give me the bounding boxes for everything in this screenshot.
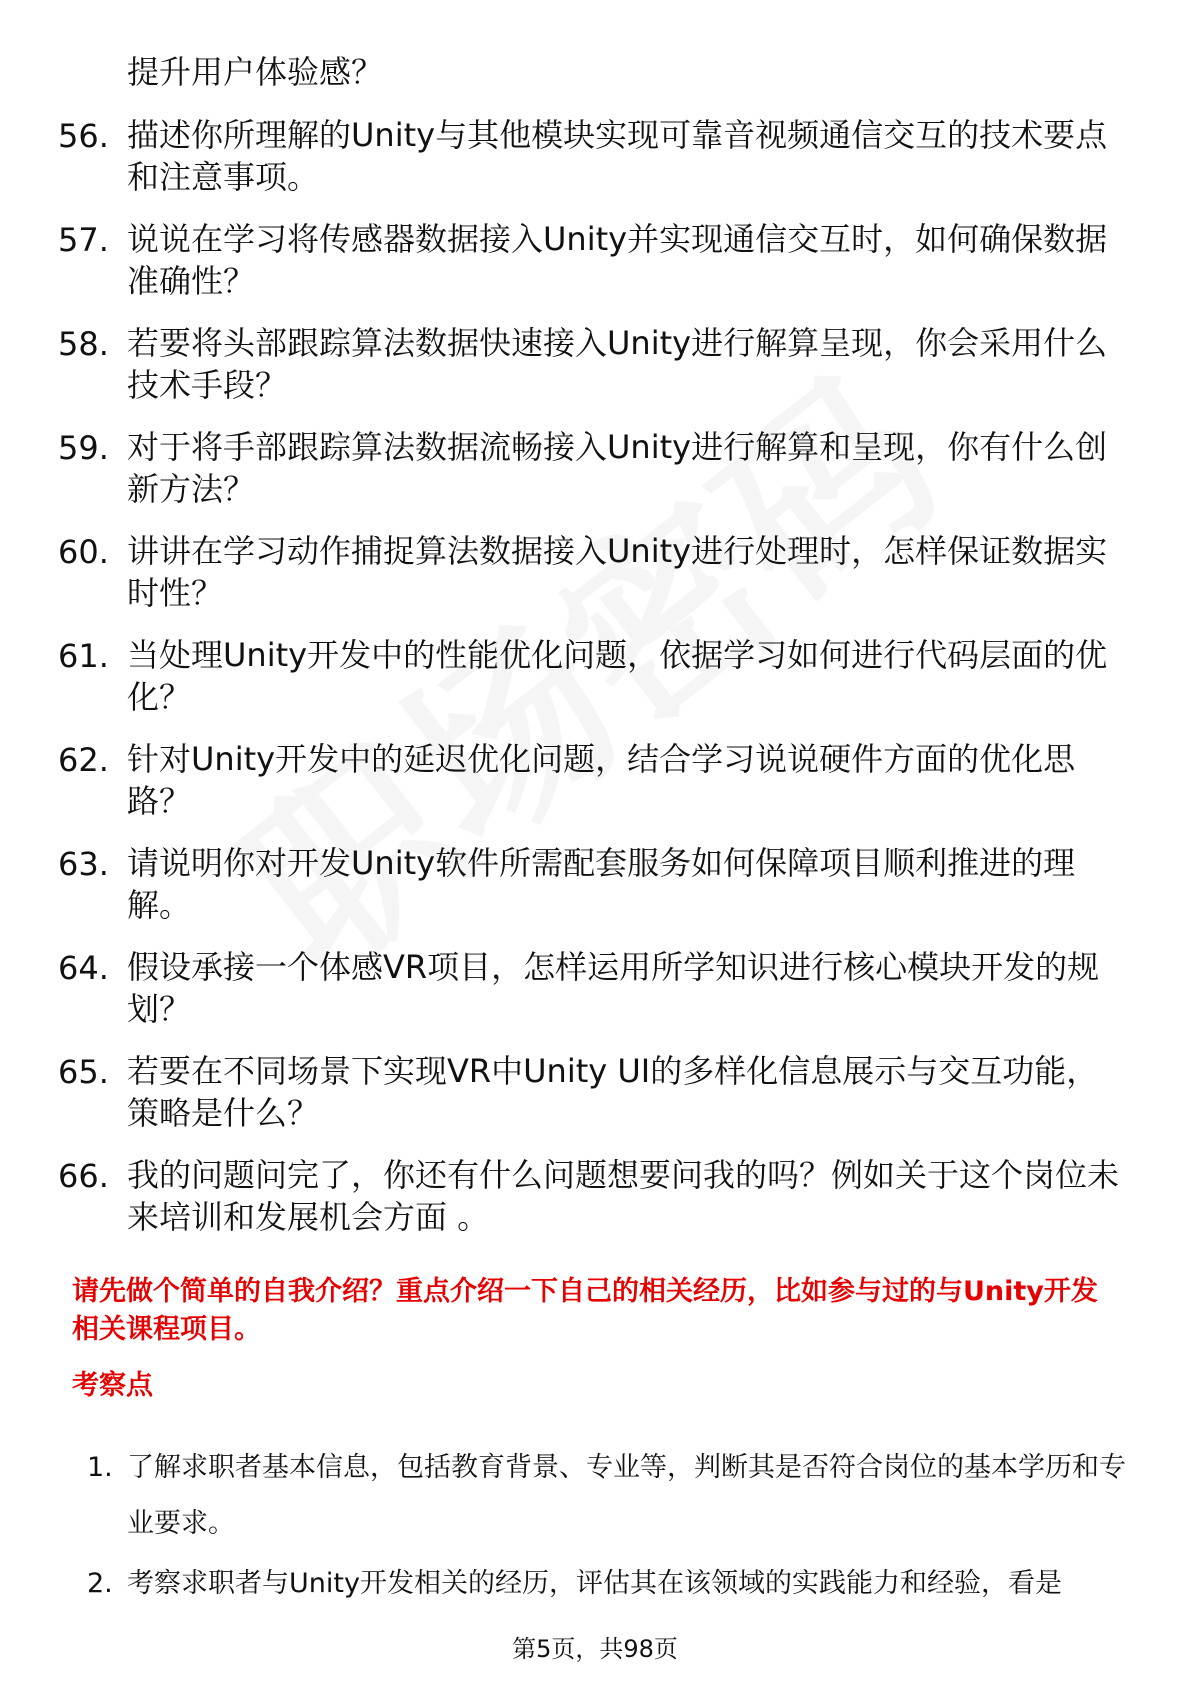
question-text: 说说在学习将传感器数据接入Unity并实现通信交互时，如何确保数据准确性？ xyxy=(127,220,1108,300)
question-text: 若要在不同场景下实现VR中Unity UI的多样化信息展示与交互功能，策略是什么？ xyxy=(127,1052,1099,1132)
question-item xyxy=(0,738,1190,842)
highlighted-question: 请先做个简单的自我介绍？重点介绍一下自己的相关经历，比如参与过的与Unity开发相关课程项目。 xyxy=(72,1276,1098,1345)
point-number: 1. xyxy=(87,1452,113,1483)
point-text: 了解求职者基本信息，包括教育背景、专业等，判断其是否符合岗位的基本学历和专业要求。 xyxy=(127,1452,1126,1539)
question-text: 对于将手部跟踪算法数据流畅接入Unity进行解算和呈现，你有什么创新方法？ xyxy=(127,428,1108,508)
question-number: 58. xyxy=(58,325,109,363)
question-item xyxy=(0,842,1190,946)
assessment-point xyxy=(0,1440,1190,1556)
question-item xyxy=(0,1154,1190,1258)
question-item xyxy=(0,218,1190,322)
question-number: 62. xyxy=(58,741,109,779)
question-number: 56. xyxy=(58,117,109,155)
question-number: 60. xyxy=(58,533,109,571)
question-text: 当处理Unity开发中的性能优化问题，依据学习如何进行代码层面的优化？ xyxy=(127,636,1108,716)
question-text: 请说明你对开发Unity软件所需配套服务如何保障项目顺利推进的理解。 xyxy=(127,844,1076,924)
question-number: 64. xyxy=(58,949,109,987)
question-number: 63. xyxy=(58,845,109,883)
point-text: 考察求职者与Unity开发相关的经历，评估其在该领域的实践能力和经验，看是 xyxy=(127,1568,1062,1599)
page-footer: 第5页，共98页 xyxy=(512,1635,678,1663)
question-item xyxy=(0,946,1190,1050)
question-item xyxy=(0,114,1190,218)
question-text: 描述你所理解的Unity与其他模块实现可靠音视频通信交互的技术要点和注意事项。 xyxy=(127,116,1108,196)
question-item xyxy=(0,634,1190,738)
question-number: 61. xyxy=(58,637,109,675)
question-text: 我的问题问完了，你还有什么问题想要问我的吗？例如关于这个岗位未来培训和发展机会方面 。 xyxy=(127,1156,1120,1236)
question-number: 57. xyxy=(58,221,109,259)
question-text: 针对Unity开发中的延迟优化问题，结合学习说说硬件方面的优化思路？ xyxy=(127,740,1076,820)
question-number: 59. xyxy=(58,429,109,467)
question-list xyxy=(0,114,1190,1258)
question-item xyxy=(0,426,1190,530)
question-text: 假设承接一个体感VR项目，怎样运用所学知识进行核心模块开发的规划？ xyxy=(127,948,1100,1028)
question-item xyxy=(0,530,1190,634)
question-number: 66. xyxy=(58,1157,109,1195)
question-number: 65. xyxy=(58,1053,109,1091)
section-title: 考察点 xyxy=(72,1370,153,1401)
point-number: 2. xyxy=(87,1568,113,1599)
question-text: 若要将头部跟踪算法数据快速接入Unity进行解算呈现，你会采用什么技术手段？ xyxy=(127,324,1108,404)
question-text: 讲讲在学习动作捕捉算法数据接入Unity进行处理时，怎样保证数据实时性？ xyxy=(127,532,1108,612)
question-item xyxy=(0,1050,1190,1154)
continued-question-text: 提升用户体验感？ xyxy=(127,53,384,91)
question-item xyxy=(0,322,1190,426)
